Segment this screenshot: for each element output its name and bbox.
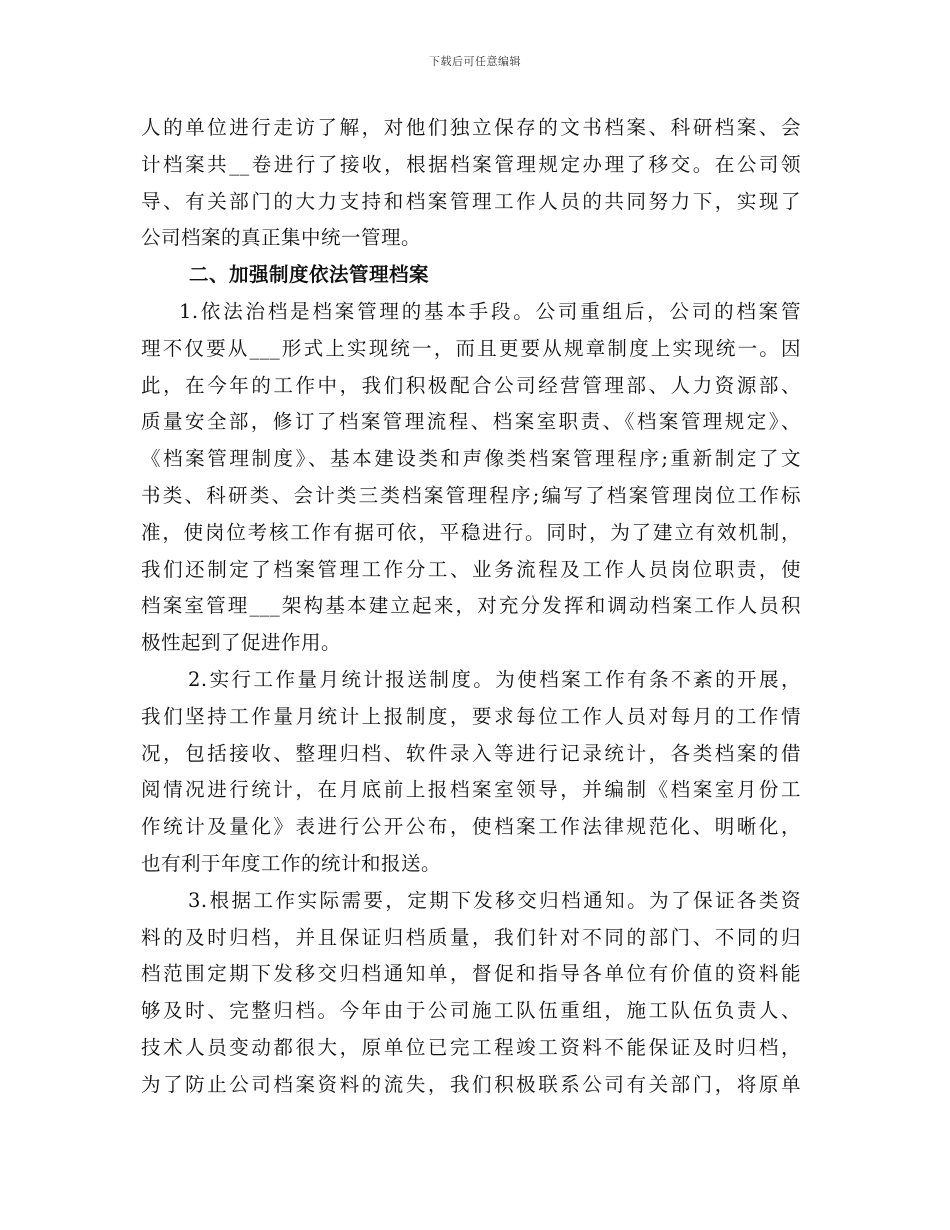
text-line: 质量安全部，修订了档案管理流程、档案室职责、《档案管理规定》、 [141,410,801,434]
text-line: 况，包括接收、整理归档、软件录入等进行记录统计，各类档案的借 [141,741,801,765]
text-line: 理不仅要从___形式上实现统一，而且更要从规章制度上实现统一。因 [141,336,801,360]
text-line: 我们还制定了档案管理工作分工、业务流程及工作人员岗位职责，使 [141,557,801,581]
text-line: 极性起到了促进作用。 [141,631,342,655]
text-line: 阅情况进行统计，在月底前上报档案室领导，并编制《档案室月份工 [141,778,801,802]
text-line: 计档案共__卷进行了接收，根据档案管理规定办理了移交。在公司领 [141,152,801,176]
text-line: 人的单位进行走访了解，对他们独立保存的文书档案、科研档案、会 [141,116,801,139]
text-line: 够及时、完整归档。今年由于公司施工队伍重组，施工队伍负责人、 [141,999,801,1023]
text-line: 我们坚持工作量月统计上报制度，要求每位工作人员对每月的工作情 [141,704,801,728]
text-line: 料的及时归档，并且保证归档质量，我们针对不同的部门、不同的归 [141,925,801,949]
text-line: 档范围定期下发移交归档通知单，督促和指导各单位有价值的资料能 [141,962,801,986]
text-line: 此，在今年的工作中，我们积极配合公司经营管理部、人力资源部、 [141,373,801,397]
text-line: 为了防止公司档案资料的流失，我们积极联系公司有关部门，将原单 [141,1072,801,1096]
text-line: 2.实行工作量月统计报送制度。为使档案工作有条不紊的开展， [188,667,801,691]
section-heading: 二、加强制度依法管理档案 [189,263,430,287]
text-line: 书类、科研类、会计类三类档案管理程序;编写了档案管理岗位工作标 [141,483,801,507]
page-header: 下载后可任意编辑 [429,55,521,68]
text-line: 《档案管理制度》、基本建设类和声像类档案管理程序;重新制定了文 [141,447,801,471]
text-line: 也有利于年度工作的统计和报送。 [141,851,442,875]
text-line: 3.根据工作实际需要，定期下发移交归档通知。为了保证各类资 [188,888,801,912]
text-line: 档案室管理___架构基本建立起来，对充分发挥和调动档案工作人员积 [141,594,801,618]
text-line: 1.依法治档是档案管理的基本手段。公司重组后，公司的档案管 [179,299,801,323]
text-line: 准，使岗位考核工作有据可依，平稳进行。同时，为了建立有效机制， [141,520,801,544]
text-line: 技术人员变动都很大，原单位已完工程竣工资料不能保证及时归档， [141,1035,801,1059]
text-line: 公司档案的真正集中统一管理。 [141,226,422,250]
text-line: 作统计及量化》表进行公开公布，使档案工作法律规范化、明晰化， [141,815,801,839]
document-body [141,110,801,1104]
text-line: 导、有关部门的大力支持和档案管理工作人员的共同努力下，实现了 [141,189,801,213]
